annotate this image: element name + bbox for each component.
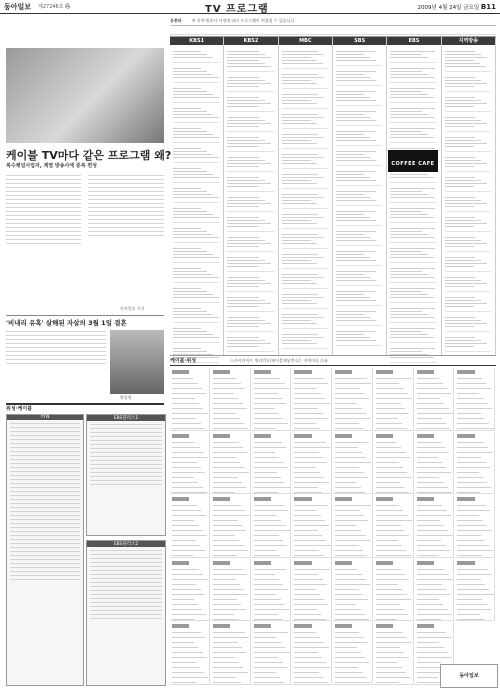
cable-channel-title: [335, 434, 352, 438]
cable-channel-title: [335, 370, 352, 374]
channel-column: [333, 37, 387, 355]
cable-channel-title: [294, 434, 311, 438]
cable-channel-box: [415, 368, 455, 431]
cable-channel-title: [172, 561, 189, 565]
program-block: [445, 135, 491, 152]
cable-channel-title: [294, 561, 311, 565]
cable-channel-box: [292, 495, 332, 558]
divider: [6, 315, 164, 316]
article-2-body: [6, 328, 106, 398]
program-block: [227, 115, 273, 132]
ebs-plus2-title: EBS플러스2: [87, 541, 165, 547]
program-block: [445, 315, 491, 332]
program-block: [227, 195, 273, 212]
tv-schedule-grid: [170, 36, 496, 356]
program-block: [227, 135, 273, 152]
program-block: [282, 112, 328, 129]
ytn-listing: [7, 423, 83, 580]
program-block: [336, 49, 382, 66]
cable-channel-title: [376, 624, 393, 628]
cable-channel-title: [335, 497, 352, 501]
program-block: [390, 206, 436, 223]
ebs-plus1-box: [86, 414, 166, 536]
program-block: [227, 275, 273, 292]
cable-channel-box: [415, 432, 455, 495]
article-1-subhead: 복수채널사업자, 계열 방송사에 중복 편성: [6, 163, 97, 169]
strip-label: 공중파: [170, 18, 182, 23]
cable-channel-title: [254, 561, 271, 565]
program-block: [173, 186, 219, 203]
cable-channel-box: [252, 559, 292, 622]
program-block: [173, 206, 219, 223]
ebs-plus2-listing: [87, 550, 165, 619]
cable-channel-title: [213, 561, 230, 565]
cable-channel-title: [213, 624, 230, 628]
program-block: [445, 115, 491, 132]
cable-channel-title: [335, 561, 352, 565]
program-block: [336, 169, 382, 186]
program-block: [282, 232, 328, 249]
channel-header: EBS: [387, 37, 440, 45]
page-date: [418, 3, 496, 11]
cable-channel-box: [333, 495, 373, 558]
program-block: [282, 192, 328, 209]
strip-info: ※ 지역·방송사 사정에 따라 프로그램이 변경될 수 있습니다: [192, 18, 295, 23]
ebs-plus1-title: EBS플러스1: [87, 415, 165, 421]
channel-column: [170, 37, 224, 355]
cable-channel-title: [294, 497, 311, 501]
program-block: [282, 72, 328, 89]
article-1-body-left: [6, 172, 81, 308]
cable-channel-box: [211, 432, 251, 495]
cable-channel-box: [252, 368, 292, 431]
program-block: [390, 186, 436, 203]
program-block: [336, 309, 382, 326]
program-block: [445, 75, 491, 92]
program-block: [336, 229, 382, 246]
cable-channel-box: [415, 559, 455, 622]
program-block: [282, 292, 328, 309]
program-block: [227, 175, 273, 192]
ytn-title: YTN: [7, 415, 83, 420]
program-block: [336, 269, 382, 286]
cable-channel-title: [254, 370, 271, 374]
cable-schedule-grid: [170, 368, 496, 686]
program-block: [227, 49, 273, 72]
program-block: [336, 189, 382, 206]
program-block: [227, 315, 273, 332]
cable-channel-box: [374, 559, 414, 622]
cable-channel-box: [211, 368, 251, 431]
section-title: TV 프로그램: [205, 4, 269, 15]
program-block: [336, 209, 382, 226]
cable-channel-box: [333, 622, 373, 685]
program-block: [282, 332, 328, 349]
cable-channel-title: [172, 497, 189, 501]
footer-brand: 동아일보: [459, 673, 479, 679]
cable-channel-title: [254, 434, 271, 438]
cable-channel-title: [457, 561, 474, 565]
channel-column: [442, 37, 496, 355]
program-block: [336, 69, 382, 86]
cable-channel-box: [170, 495, 210, 558]
program-block: [282, 152, 328, 169]
program-block: [173, 166, 219, 183]
program-block: [173, 326, 219, 343]
cable-channel-title: [254, 497, 271, 501]
cable-channel-title: [457, 497, 474, 501]
article-1-body-right: [88, 172, 164, 302]
cable-channel-box: [374, 368, 414, 431]
cable-channel-box: [455, 495, 495, 558]
article-2-caption: 박종혁: [120, 395, 132, 400]
cable-channel-box: [455, 368, 495, 431]
cable-header-info: 스카이라이프 채널번호/케이블채널번호는 지역마다 다름: [230, 358, 328, 363]
program-block: [390, 226, 436, 243]
program-block: [173, 226, 219, 243]
program-block: [336, 129, 382, 146]
program-block: [390, 246, 436, 263]
program-block: [282, 312, 328, 329]
cable-channel-title: [376, 561, 393, 565]
program-block: [227, 95, 273, 112]
cable-channel-title: [172, 434, 189, 438]
program-block: [282, 92, 328, 109]
program-block: [445, 275, 491, 292]
cable-channel-title: [417, 497, 434, 501]
article-1-headline: 케이블 TV마다 같은 프로그램 왜?: [6, 149, 172, 162]
cable-channel-title: [376, 497, 393, 501]
cable-channel-title: [457, 370, 474, 374]
program-block: [173, 246, 219, 263]
issue-number: 제27246호 ㉿: [38, 4, 71, 10]
cable-channel-title: [294, 624, 311, 628]
cable-channel-title: [254, 624, 271, 628]
ad-text: COFFEE CAFE: [391, 161, 435, 167]
cable-channel-box: [415, 495, 455, 558]
cable-channel-box: [292, 432, 332, 495]
cable-channel-box: [292, 622, 332, 685]
program-block: [336, 109, 382, 126]
channel-column: [224, 37, 278, 355]
cable-channel-box: [455, 559, 495, 622]
program-block: [282, 272, 328, 289]
program-block: [390, 86, 436, 103]
program-block: [445, 235, 491, 252]
article-photo-2: [110, 330, 164, 394]
cable-channel-box: [333, 559, 373, 622]
cable-channel-title: [213, 434, 230, 438]
cable-channel-box: [292, 368, 332, 431]
cable-channel-title: [417, 434, 434, 438]
channel-header: SBS: [333, 37, 386, 45]
program-block: [390, 49, 436, 63]
program-block: [336, 89, 382, 106]
cable-channel-title: [457, 434, 474, 438]
page-header: [0, 0, 500, 14]
cable-channel-box: [170, 622, 210, 685]
program-block: [173, 306, 219, 323]
channel-header: MBC: [279, 37, 332, 45]
cable-channel-title: [417, 561, 434, 565]
cable-channel-title: [172, 624, 189, 628]
program-block: [390, 266, 436, 283]
cable-channel-title: [417, 370, 434, 374]
cable-channel-box: [211, 559, 251, 622]
program-block: [445, 255, 491, 272]
program-block: [227, 215, 273, 232]
program-block: [445, 335, 491, 352]
program-block: [390, 126, 436, 143]
program-block: [282, 132, 328, 149]
program-block: [445, 155, 491, 172]
program-block: [282, 252, 328, 269]
program-block: [336, 249, 382, 266]
article-photo-1: [6, 48, 164, 143]
cable-channel-box: [170, 368, 210, 431]
program-block: [445, 175, 491, 192]
cable-channel-title: [213, 370, 230, 374]
program-block: [445, 49, 491, 72]
ebs-plus1-listing: [87, 424, 165, 485]
channel-column: [279, 37, 333, 355]
program-block: [390, 66, 436, 83]
cable-channel-box: [333, 432, 373, 495]
program-block: [336, 149, 382, 166]
cable-channel-box: [374, 495, 414, 558]
ebs-plus2-box: [86, 540, 166, 686]
lower-left-title: 위성·케이블: [6, 406, 33, 412]
cable-channel-box: [252, 622, 292, 685]
cable-channel-box: [252, 432, 292, 495]
cable-channel-title: [376, 370, 393, 374]
program-block: [173, 106, 219, 123]
cable-channel-title: [376, 434, 393, 438]
program-block: [173, 286, 219, 303]
program-block: [282, 172, 328, 189]
program-block: [173, 86, 219, 103]
program-block: [445, 95, 491, 112]
coffee-ad: [388, 150, 438, 172]
cable-header-label: 케이블·위성: [170, 358, 197, 364]
cable-channel-box: [170, 559, 210, 622]
newspaper-logo: 동아일보: [4, 3, 32, 11]
date-text: 2009년 4월 24일 금요일: [417, 5, 480, 11]
program-block: [227, 235, 273, 252]
footer-brand-box: [440, 664, 498, 688]
program-block: [445, 195, 491, 212]
program-block: [173, 266, 219, 283]
program-block: [173, 126, 219, 143]
program-block: [282, 212, 328, 229]
program-block: [227, 335, 273, 352]
program-block: [336, 329, 382, 346]
program-block: [282, 49, 328, 69]
program-block: [173, 49, 219, 63]
cable-channel-box: [374, 432, 414, 495]
program-block: [445, 215, 491, 232]
cable-channel-box: [333, 368, 373, 431]
article-1-byline: 동아일보 기자: [120, 306, 145, 311]
program-block: [173, 66, 219, 83]
cable-channel-box: [374, 622, 414, 685]
cable-channel-title: [172, 370, 189, 374]
cable-channel-box: [170, 432, 210, 495]
program-block: [390, 106, 436, 123]
cable-channel-title: [417, 624, 434, 628]
broadcast-info-strip-2: [170, 28, 496, 35]
ytn-box: [6, 414, 84, 686]
article-2-headline: '비내리 유혹' 살해된 자살의 3월 1일 결혼: [6, 319, 127, 327]
cable-channel-box: [211, 495, 251, 558]
cable-channel-box: [455, 432, 495, 495]
cable-header: [170, 357, 496, 366]
program-block: [390, 306, 436, 323]
cable-channel-title: [335, 624, 352, 628]
channel-header: 지역방송: [442, 37, 495, 45]
program-block: [336, 289, 382, 306]
cable-channel-box: [252, 495, 292, 558]
page-number: B11: [480, 3, 496, 11]
cable-channel-box: [292, 559, 332, 622]
program-block: [390, 286, 436, 303]
program-block: [390, 326, 436, 343]
program-block: [227, 75, 273, 92]
program-block: [227, 255, 273, 272]
cable-channel-box: [211, 622, 251, 685]
channel-header: KBS2: [224, 37, 277, 45]
program-block: [173, 146, 219, 163]
channel-column: [387, 37, 441, 355]
cable-channel-title: [213, 497, 230, 501]
broadcast-info-strip: [170, 17, 496, 26]
program-block: [227, 155, 273, 172]
cable-channel-title: [294, 370, 311, 374]
program-block: [445, 295, 491, 312]
channel-header: KBS1: [170, 37, 223, 45]
program-block: [227, 295, 273, 312]
